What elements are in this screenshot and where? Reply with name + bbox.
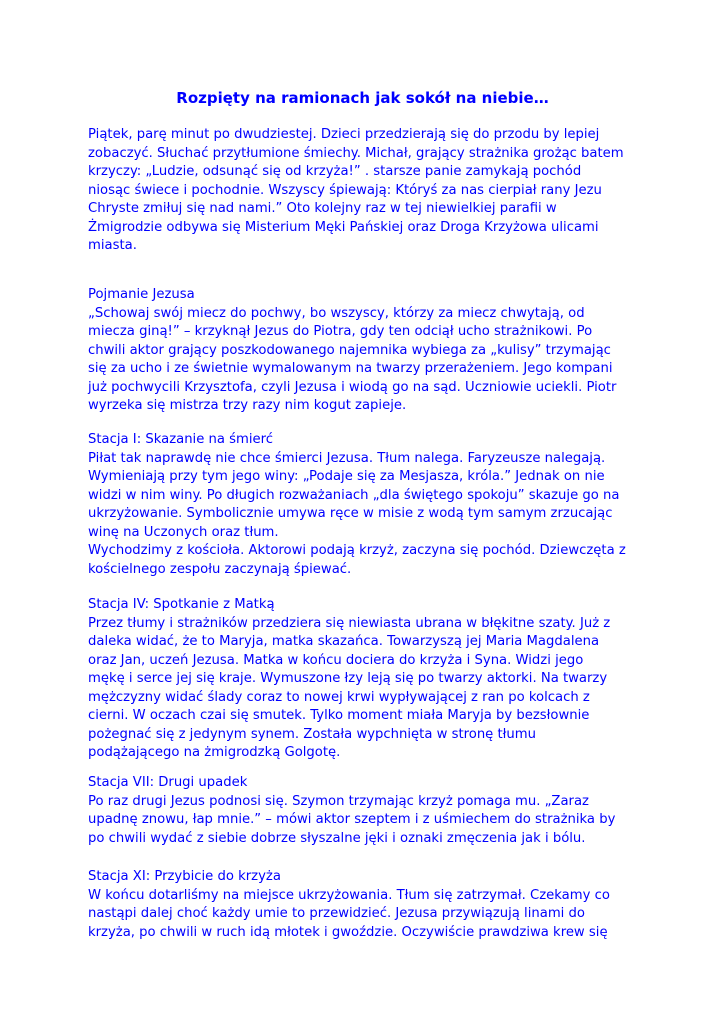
section-stacja-i: Stacja I: Skazanie na śmierć Piłat tak naprawdę nie chce śmierci Jezusa. Tłum nalega. Faryzeusze nalegają. Wymieniają przy tym jego winy: „Podaje się za Mesjasza, króla.” Jednak on nie widzi w nim winy. Po długich rozważaniach „dla świętego spokoju” skazuje go na ukrzyżowanie. Symbolicznie umywa ręce w misie z wodą tym samym zrzucając winę na Uczonych oraz tłum. Wychodzimy z kościoła. Aktorowi podają krzyż, zaczyna się pochód. Dziewczęta z kościelnego zespołu zaczynają śpiewać. xyxy=(88,432,626,577)
intro-paragraph: Piątek, parę minut po dwudziestej. Dzieci przedzierają się do przodu by lepiej zobaczyć. Słuchać przytłumione śmiechy. Michał, grający strażnika grożąc batem krzyczy: „Ludzie, odsunąć się od krzyża!” . starsze panie zamykają pochód niosąc świece i pochodnie. Wszyscy śpiewają: Któryś za nas cierpiał rany Jezu Chryste zmiłuj się nad nami.” Oto kolejny raz w tej niewielkiej parafii w Żmigrodzie odbywa się Misterium Męki Pańskiej oraz Droga Krzyżowa ulicami miasta. xyxy=(88,127,624,253)
section-stacja-iv: Stacja IV: Spotkanie z Matką Przez tłumy i strażników przedziera się niewiasta ubrana w błękitne szaty. Już z daleka widać, że to Maryja, matka skazańca. Towarzyszą jej Maria Magdalena oraz Jan, uczeń Jezusa. Matka w końcu dociera do krzyża i Syna. Widzi jego mękę i serce jej się kraje. Wymuszone łzy leją się po twarzy aktorki. Na twarzy mężczyzny widać ślady coraz to nowej krwi wypływającej z ran po kolcach z cierni. W oczach czai się smutek. Tylko moment miała Maryja by bezsłownie pożegnać się z jedynym synem. Została wypchnięta w stronę tłumu podążającego na żmigrodzką Golgotę. xyxy=(88,597,611,760)
section-stacja-vii: Stacja VII: Drugi upadek Po raz drugi Jezus podnosi się. Szymon trzymając krzyż pomaga mu. „Zaraz upadnę znowu, łap mnie.” – mówi aktor szeptem i z uśmiechem do strażnika by po chwili wydać z siebie dobrze słyszalne jęki i oznaki zmęczenia jak i bólu. xyxy=(88,775,616,846)
section-stacja-xi: Stacja XI: Przybicie do krzyża W końcu dotarliśmy na miejsce ukrzyżowania. Tłum się zatrzymał. Czekamy co nastąpi dalej choć każdy umie to przewidzieć. Jezusa przywiązują linami do krzyża, po chwili w ruch idą młotek i gwoździe. Oczywiście prawdziwa krew się xyxy=(88,869,610,940)
document-title: Rozpięty na ramionach jak sokół na niebie… xyxy=(176,89,549,107)
section-pojmanie-jezusa: Pojmanie Jezusa „Schowaj swój miecz do pochwy, bo wszyscy, którzy za miecz chwytają, od miecza giną!” – krzyknął Jezus do Piotra, gdy ten odciął ucho strażnikowi. Po chwili aktor grający poszkodowanego najemnika wybiega za „kulisy” trzymając się za ucho i ze świetnie wymalowanym na twarzy przerażeniem. Jego kompani już pochwycili Krzysztofa, czyli Jezusa i wiodą go na sąd. Uczniowie uciekli. Piotr wyrzeka się mistrza trzy razy nim kogut zapieje. xyxy=(88,287,617,413)
